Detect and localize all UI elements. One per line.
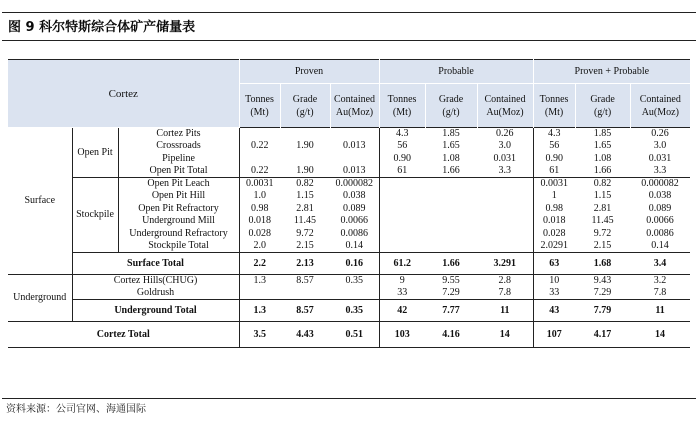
table-cell: 56 xyxy=(533,140,575,153)
table-cell: 4.17 xyxy=(575,322,630,348)
table-cell: 7.8 xyxy=(498,287,512,298)
table-cell: 0.018 xyxy=(248,215,271,227)
table-cell: 0.038 xyxy=(343,190,366,202)
table-cell xyxy=(239,153,280,166)
table-cell xyxy=(379,215,425,228)
table-cell xyxy=(330,153,379,166)
table-cell: 7.77 xyxy=(425,300,477,322)
table-cell: 3.5 xyxy=(239,322,280,348)
table-cell xyxy=(425,203,477,216)
table-cell: 11.45 xyxy=(293,215,317,227)
table-cell: 1.08 xyxy=(593,152,612,164)
table-cell: 1.3 xyxy=(239,275,280,288)
col-header-contained: Contained Au(Moz) xyxy=(330,84,379,128)
col-header-tonnes: Tonnes (Mt) xyxy=(533,84,575,128)
figure-title: 图 9 科尔特斯综合体矿产储量表 xyxy=(8,20,196,35)
table-cell: 0.22 xyxy=(251,140,269,152)
table-cell: 56 xyxy=(379,140,425,153)
table-cell: 107 xyxy=(533,322,575,348)
table-cell xyxy=(425,240,477,253)
col-header-grade: Grade (g/t) xyxy=(425,84,477,128)
table-cell xyxy=(477,190,533,203)
table-cell: 0.018 xyxy=(533,215,575,228)
table-cell: 14 xyxy=(630,322,690,348)
table-cell xyxy=(239,128,280,141)
table-cell: 3.0 xyxy=(653,140,667,152)
table-cell: 0.14 xyxy=(651,240,669,251)
table-cell xyxy=(477,203,533,216)
table-cell: 0.16 xyxy=(330,253,379,275)
table-row xyxy=(8,253,690,275)
table-row xyxy=(8,322,690,348)
table-cell: 14 xyxy=(477,322,533,348)
row-label: Underground Total xyxy=(72,300,239,322)
table-cell: 4.16 xyxy=(425,322,477,348)
table-cell: 1.15 xyxy=(296,190,314,202)
subsection-label-open-pit: Open Pit xyxy=(72,128,118,178)
table-cell: 2.81 xyxy=(296,202,314,214)
table-cell: 0.90 xyxy=(379,153,425,166)
table-cell: 61 xyxy=(379,165,425,178)
table-cell: 0.26 xyxy=(477,128,533,141)
table-cell: 11 xyxy=(477,300,533,322)
table-corner-label: Cortez xyxy=(8,60,239,128)
table-cell: 1.3 xyxy=(239,300,280,322)
table-cell: 11.45 xyxy=(591,215,614,227)
table-cell: 0.0031 xyxy=(533,178,575,191)
col-header-grade: Grade (g/t) xyxy=(575,84,630,128)
table-cell: 0.000082 xyxy=(330,178,379,191)
row-label: Underground Refractory xyxy=(118,228,239,241)
table-cell: 43 xyxy=(533,300,575,322)
col-header-tonnes: Tonnes (Mt) xyxy=(379,84,425,128)
row-label: Underground Mill xyxy=(118,215,239,228)
table-row xyxy=(8,275,690,288)
table-cell: 0.26 xyxy=(630,128,690,141)
table-cell: 2.8 xyxy=(477,275,533,288)
table-cell: 8.57 xyxy=(280,300,330,322)
row-label: Cortez Hills(CHUG) xyxy=(72,275,239,288)
table-cell: 7.8 xyxy=(653,287,667,298)
table-row xyxy=(8,178,690,191)
table-row xyxy=(8,300,690,322)
col-header-contained: Contained Au(Moz) xyxy=(630,84,690,128)
table-cell: 7.29 xyxy=(442,287,460,298)
table-cell xyxy=(280,128,330,141)
table-cell: 63 xyxy=(533,253,575,275)
table-cell xyxy=(477,228,533,241)
table-cell: 0.031 xyxy=(493,152,517,164)
table-cell: 7.29 xyxy=(593,287,612,298)
table-cell xyxy=(425,190,477,203)
row-label: Goldrush xyxy=(72,287,239,300)
table-cell: 4.3 xyxy=(379,128,425,141)
reserves-table xyxy=(8,59,690,348)
table-cell: 0.82 xyxy=(575,178,630,191)
table-cell: 0.51 xyxy=(330,322,379,348)
table-cell: 3.291 xyxy=(477,253,533,275)
table-cell: 0.90 xyxy=(533,153,575,166)
table-cell: 1.08 xyxy=(442,152,460,164)
table-cell: 1.66 xyxy=(442,165,460,176)
table-cell: 0.028 xyxy=(248,227,271,239)
table-cell: 42 xyxy=(379,300,425,322)
table-cell xyxy=(379,190,425,203)
table-cell: 8.57 xyxy=(280,275,330,288)
row-label: Open Pit Leach xyxy=(118,178,239,191)
table-cell: 0.82 xyxy=(280,178,330,191)
table-cell xyxy=(477,240,533,253)
table-cell: 9.72 xyxy=(593,227,612,239)
table-cell: 0.0066 xyxy=(340,215,369,227)
row-label: Surface Total xyxy=(72,253,239,275)
col-header-grade: Grade (g/t) xyxy=(280,84,330,128)
table-cell: 0.089 xyxy=(648,202,672,214)
table-cell: 2.0291 xyxy=(533,240,575,253)
table-cell: 1.65 xyxy=(593,140,612,152)
table-cell xyxy=(425,178,477,191)
table-cell: 9.55 xyxy=(425,275,477,288)
table-cell: 9.43 xyxy=(575,275,630,288)
table-cell: 3.2 xyxy=(630,275,690,288)
table-cell xyxy=(477,178,533,191)
table-cell: 4.3 xyxy=(533,128,575,141)
table-cell: 11 xyxy=(630,300,690,322)
table-cell: 10 xyxy=(533,275,575,288)
col-header-contained: Contained Au(Moz) xyxy=(477,84,533,128)
table-cell: 0.0031 xyxy=(239,178,280,191)
table-cell: 0.013 xyxy=(343,140,366,152)
table-cell: 2.2 xyxy=(239,253,280,275)
source-note: 资料来源：公司官网、海通国际 xyxy=(6,404,146,415)
table-cell: 1 xyxy=(533,190,575,203)
table-cell xyxy=(379,203,425,216)
table-cell: 0.000082 xyxy=(630,178,690,191)
table-cell xyxy=(379,240,425,253)
table-cell xyxy=(330,128,379,141)
row-label: Open Pit Hill xyxy=(118,190,239,203)
row-label: Cortez Pits xyxy=(118,128,239,141)
table-row xyxy=(8,128,690,141)
table-cell: 2.0 xyxy=(253,240,266,251)
table-cell: 33 xyxy=(533,287,575,300)
table-cell: 0.22 xyxy=(251,165,269,176)
group-header-probable: Probable xyxy=(379,60,533,84)
row-label: Cortez Total xyxy=(8,322,239,348)
table-cell: 0.98 xyxy=(251,202,269,214)
table-cell: 0.0066 xyxy=(646,215,674,227)
table-cell: 0.0086 xyxy=(646,227,674,239)
table-cell: 3.0 xyxy=(498,140,512,152)
table-cell: 2.15 xyxy=(593,240,612,251)
col-header-tonnes: Tonnes (Mt) xyxy=(239,84,280,128)
title-rule xyxy=(2,40,696,41)
table-cell: 0.089 xyxy=(343,202,366,214)
table-cell: 61 xyxy=(533,165,575,178)
table-cell: 0.98 xyxy=(533,203,575,216)
table-cell: 9.72 xyxy=(296,227,314,239)
table-cell: 4.43 xyxy=(280,322,330,348)
top-rule xyxy=(2,12,696,13)
table-cell: 1.90 xyxy=(296,140,314,152)
table-cell: 9 xyxy=(379,275,425,288)
table-cell: 1.65 xyxy=(442,140,460,152)
table-cell: 3.3 xyxy=(653,165,667,176)
table-cell: 1.85 xyxy=(575,128,630,141)
table-cell: 61.2 xyxy=(379,253,425,275)
section-label-underground: Underground xyxy=(8,275,72,322)
table-cell: 33 xyxy=(379,287,425,300)
table-cell: 3.3 xyxy=(498,165,512,176)
table-cell: 0.35 xyxy=(330,275,379,288)
table-cell: 0.013 xyxy=(343,165,366,176)
subsection-label-stockpile: Stockpile xyxy=(72,178,118,253)
row-label: Crossroads xyxy=(118,140,239,153)
table-cell: 2.81 xyxy=(593,202,612,214)
table-cell xyxy=(425,228,477,241)
table-cell: 1.66 xyxy=(425,253,477,275)
table-cell: 0.028 xyxy=(533,228,575,241)
table-cell: 1.90 xyxy=(296,165,314,176)
section-label-surface: Surface xyxy=(8,128,72,275)
table-cell xyxy=(239,287,280,300)
source-rule xyxy=(2,398,696,399)
table-cell xyxy=(330,287,379,300)
table-cell xyxy=(379,178,425,191)
group-header-proven: Proven xyxy=(239,60,379,84)
row-label: Open Pit Total xyxy=(118,165,239,178)
row-label: Open Pit Refractory xyxy=(118,203,239,216)
table-cell xyxy=(425,215,477,228)
table-cell: 7.79 xyxy=(575,300,630,322)
row-label: Stockpile Total xyxy=(118,240,239,253)
table-cell: 1.15 xyxy=(593,190,612,202)
table-cell: 2.13 xyxy=(280,253,330,275)
table-cell: 1.68 xyxy=(575,253,630,275)
table-cell: 3.4 xyxy=(630,253,690,275)
table-cell xyxy=(280,287,330,300)
table-cell: 0.35 xyxy=(330,300,379,322)
table-cell: 2.15 xyxy=(296,240,314,251)
table-cell: 0.14 xyxy=(345,240,364,251)
table-cell: 1.66 xyxy=(593,165,612,176)
table-cell xyxy=(379,228,425,241)
group-header-proven-probable: Proven + Probable xyxy=(533,60,690,84)
table-row xyxy=(8,287,690,300)
table-cell: 1.0 xyxy=(253,190,266,202)
table-cell: 1.85 xyxy=(425,128,477,141)
row-label: Pipeline xyxy=(118,153,239,166)
table-cell: 0.031 xyxy=(648,152,672,164)
table-cell: 103 xyxy=(379,322,425,348)
table-cell: 0.0086 xyxy=(340,227,369,239)
table-cell xyxy=(280,153,330,166)
table-cell: 0.038 xyxy=(648,190,672,202)
table-cell xyxy=(477,215,533,228)
